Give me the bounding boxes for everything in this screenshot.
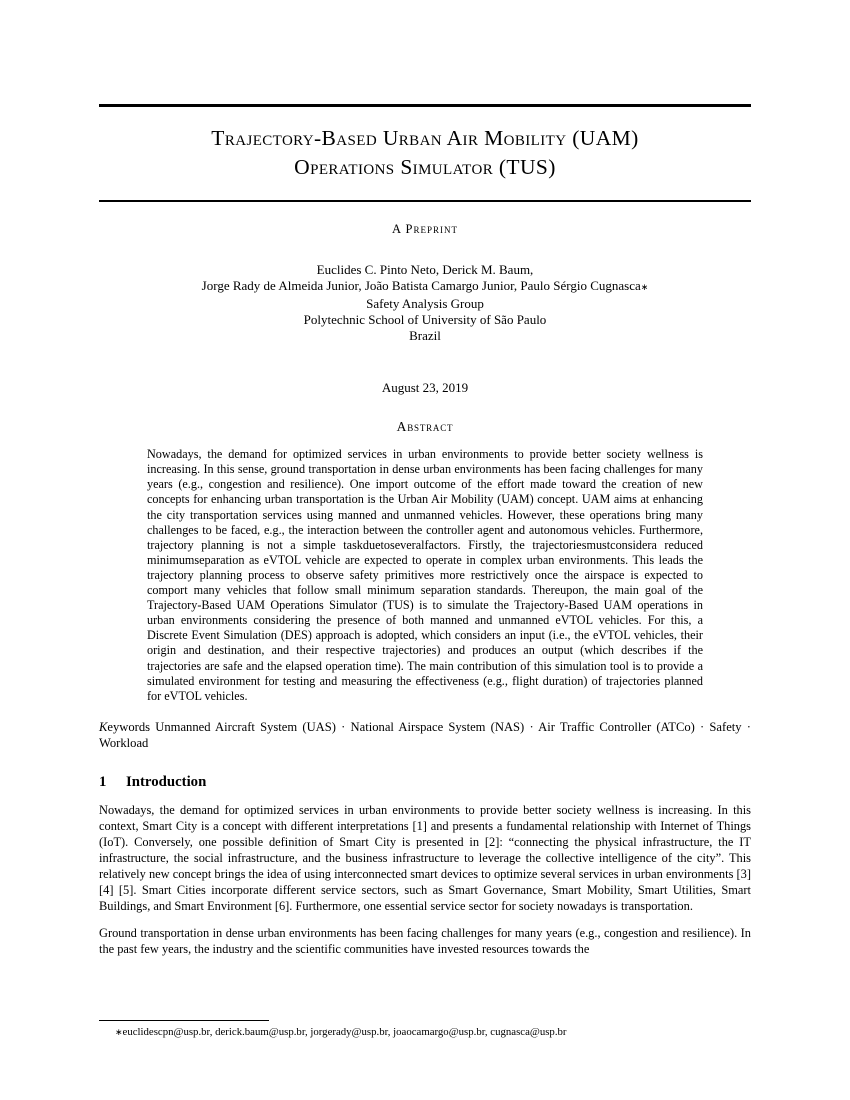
- keywords-line: [99, 719, 751, 752]
- affiliation-school: Polytechnic School of University of São Paulo: [303, 311, 547, 327]
- section-title: Introduction: [126, 773, 207, 790]
- title-rule-top: [99, 104, 751, 107]
- preprint-label: A Preprint: [392, 222, 458, 237]
- keywords-label: Keywords: [99, 719, 151, 734]
- abstract-heading: Abstract: [396, 419, 454, 435]
- footnote-emails: euclidescpn@usp.br, derick.baum@usp.br, jorgerady@usp.br, joaocamargo@usp.br, cugnasca@usp.br: [122, 1026, 567, 1038]
- author-block: [99, 262, 751, 344]
- authors-line2: [99, 278, 751, 295]
- author-footnote-marker: ∗: [640, 282, 649, 293]
- intro-paragraph-2: Ground transportation in dense urban environments has been facing challenges for many years (e.g., congestion and resilience). In the past few years, the industry and the scientific communities have invested resources towards the: [99, 926, 751, 957]
- footnote-marker: ∗: [115, 1027, 123, 1037]
- section-heading-introduction: [99, 774, 751, 791]
- section-number: 1: [99, 773, 107, 790]
- paper-title-line2: Operations Simulator (TUS): [294, 154, 556, 179]
- abstract-text: Nowadays, the demand for optimized services in urban environments to provide better society wellness is increasing. In this sense, ground transportation in dense urban environments has been facing challenges for many years (e.g., congestion and resilience). One import outcome of the effort made toward the creation of new concepts for enhancing urban transportation is the Urban Air Mobility (UAM) concept. UAM aims at enhancing the city transportation services using manned and unmanned vehicles. However, these operations bring many challenges to be faced, e.g., the interaction between the controller agent and autonomous vehicles. Furthermore, trajectory planning is not a simple taskduetoseveralfactors. Firstly, the trajectoriesmustconsidera reduced minimumseparation as eVTOL vehicle are expected to operate in complex urban environments. This leads the trajectory planning process to observe safety primitives more restrictively once the airspace is expected to comport many vehicles that follow small minimum separation standards. Thereupon, the main goal of the Trajectory-Based UAM Operations Simulator (TUS) is to simulate the Trajectory-Based UAM operations in urban environments considering the presence of both manned and unmanned eVTOL vehicles. For this, a Discrete Event Simulation (DES) approach is adopted, which considers an input (i.e., the eVTOL vehicles, their origin and destination, and their respective trajectories) and produces an output (which describes if the trajectories are safe and the elapsed operation time). The main contribution of this simulation tool is to provide a simulated environment for testing and measuring the effectiveness (e.g., flight duration) of trajectories planned for eVTOL vehicles.: [147, 447, 703, 703]
- title-rule-bottom: [99, 200, 751, 203]
- affiliation-group: Safety Analysis Group: [366, 295, 484, 311]
- footnote-text: [99, 1026, 751, 1038]
- authors-line1: Euclides C. Pinto Neto, Derick M. Baum,: [316, 262, 534, 278]
- keywords-text: Unmanned Aircraft System (UAS) · National Airspace System (NAS) · Air Traffic Controller (ATCo) · Safety · Workload: [99, 719, 751, 751]
- affiliation-country: Brazil: [409, 328, 441, 343]
- footnote-block: [99, 1020, 751, 1038]
- paper-title-line1: Trajectory-Based Urban Air Mobility (UAM): [211, 125, 639, 150]
- paper-title: [99, 124, 751, 182]
- footnote-rule: [99, 1020, 269, 1021]
- authors-line2-text: Jorge Rady de Almeida Junior, João Batista Camargo Junior, Paulo Sérgio Cugnasca: [201, 278, 641, 294]
- intro-paragraph-1: Nowadays, the demand for optimized services in urban environments to provide better society wellness is increasing. In this context, Smart City is a concept with different interpretations [1] and presents a fundamental relationship with Internet of Things (IoT). Conversely, one possible definition of Smart City is presented in [2]: “connecting the physical infrastructure, the IT infrastructure, the social infrastructure, and the business infrastructure to leverage the collective intelligence of the city”. This relatively new concept brings the idea of using interconnected smart devices to optimize several services in urban environments [3] [4] [5]. Smart Cities incorporate different service sectors, such as Smart Governance, Smart Mobility, Smart Utilities, Smart Buildings, and Smart Environment [6]. Furthermore, one essential service sector for society nowadays is transportation.: [99, 802, 751, 914]
- paper-date: August 23, 2019: [381, 380, 469, 396]
